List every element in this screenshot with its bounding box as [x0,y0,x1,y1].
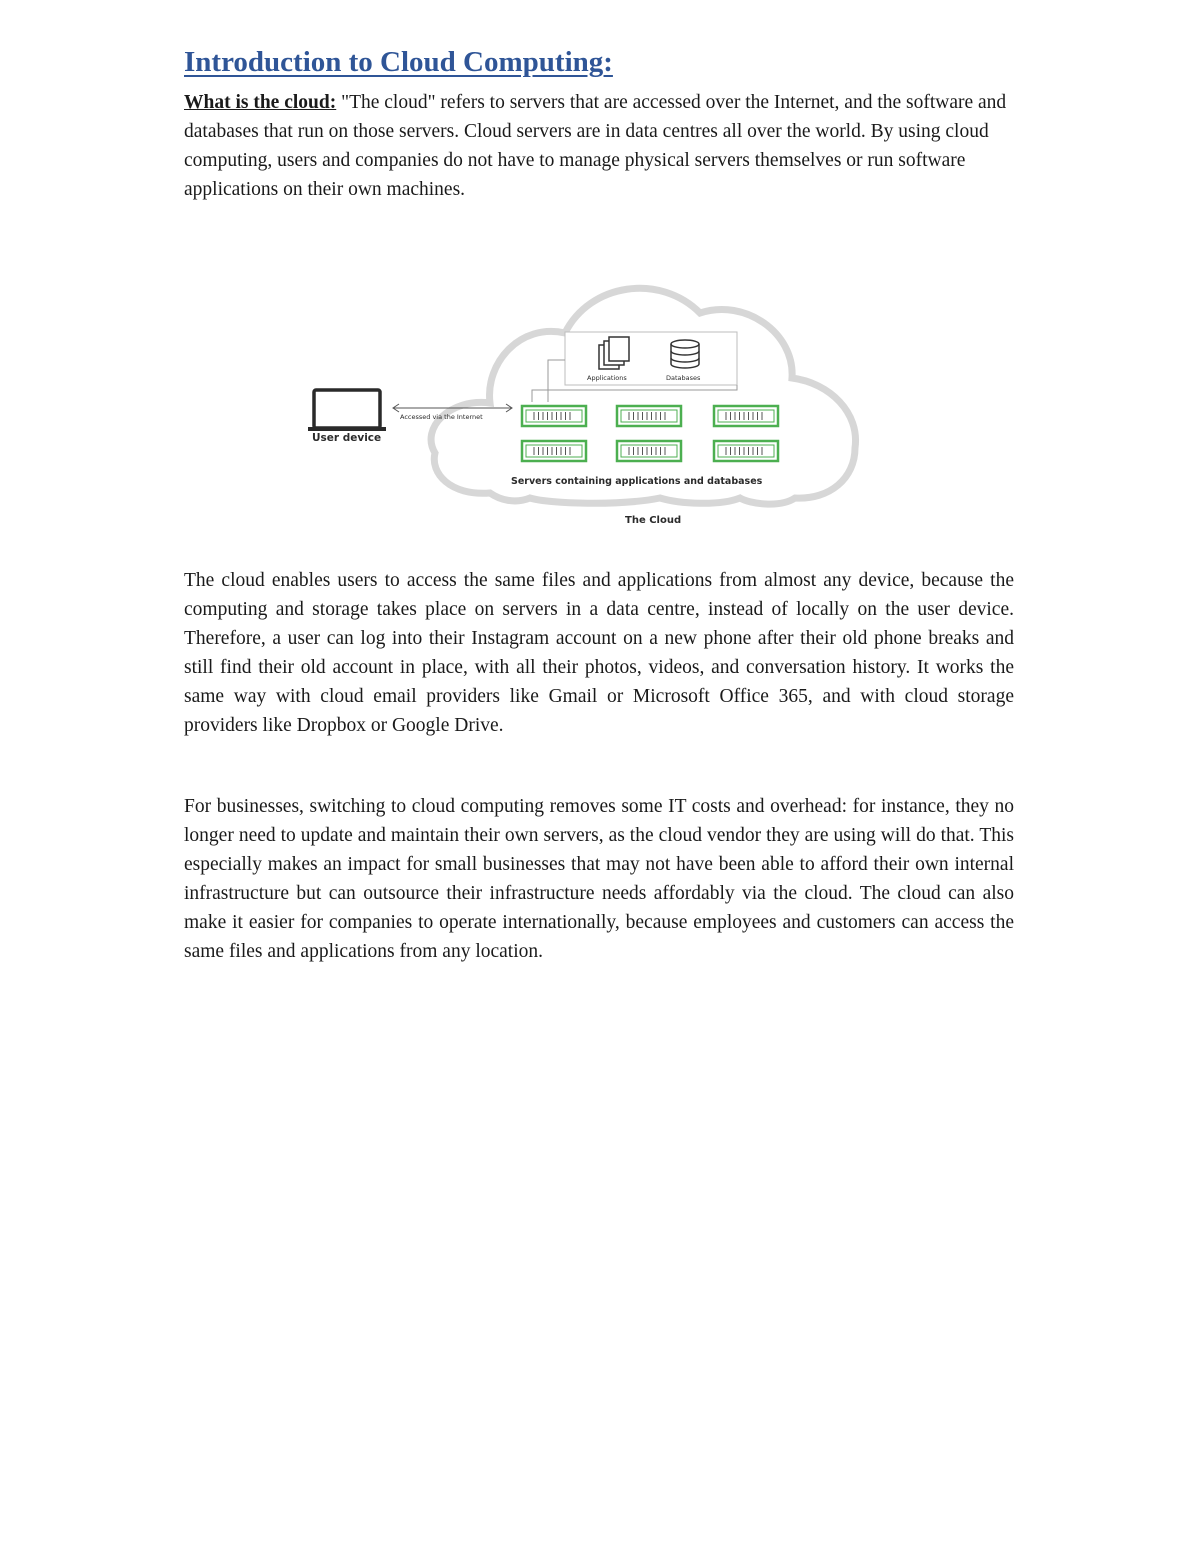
document-page [184,40,1014,204]
applications-icon [599,337,629,369]
intro-lead: What is the cloud: [184,92,337,113]
cloud-diagram-svg [300,268,880,538]
intro-paragraph [184,88,1014,204]
paragraph-2: The cloud enables users to access the same files and applications from almost any device, because the computing and storage takes place on servers in a data centre, instead of locally on the user device. Therefore, a user can log into their Instagram account on a new phone after their old phone breaks and still find their old account in place, with all their photos, videos, and conversation history. It works the same way with cloud email providers like Gmail or Microsoft Office 365, and with cloud storage providers like Dropbox or Google Drive. [184,570,1014,736]
cloud-label: The Cloud [625,515,682,526]
intro-text: "The cloud" refers to servers that are accessed over the Internet, and the software and databases that run on those servers. Cloud servers are in data centres all over the world. By using cloud computing, users and companies do not have to manage physical servers themselves or run software applications on their own machines. [184,92,1007,200]
paragraph-3: For businesses, switching to cloud computing removes some IT costs and overhead: for instance, they no longer need to update and maintain their own servers, as the cloud vendor they are using will do that. This especially makes an impact for small businesses that may not have been able to afford their own internal infrastructure but can outsource their infrastructure needs affordably via the cloud. The cloud can also make it easier for companies to operate internationally, because employees and customers can access the same files and applications from any location. [184,796,1014,962]
server-icon [617,441,681,461]
user-device-label: User device [312,432,382,444]
cloud-diagram [300,268,880,538]
server-icon [714,406,778,426]
server-icon [522,441,586,461]
laptop-icon [308,390,386,431]
server-icon [617,406,681,426]
databases-label: Databases [666,374,701,382]
server-icon [714,441,778,461]
servers-group [522,406,778,461]
server-icon [522,406,586,426]
page-title: Introduction to Cloud Computing: [184,46,613,78]
cloud-shape [431,288,855,504]
arrow-label: Accessed via the Internet [400,413,483,421]
servers-label: Servers containing applications and databases [511,476,763,487]
applications-label: Applications [587,374,627,382]
